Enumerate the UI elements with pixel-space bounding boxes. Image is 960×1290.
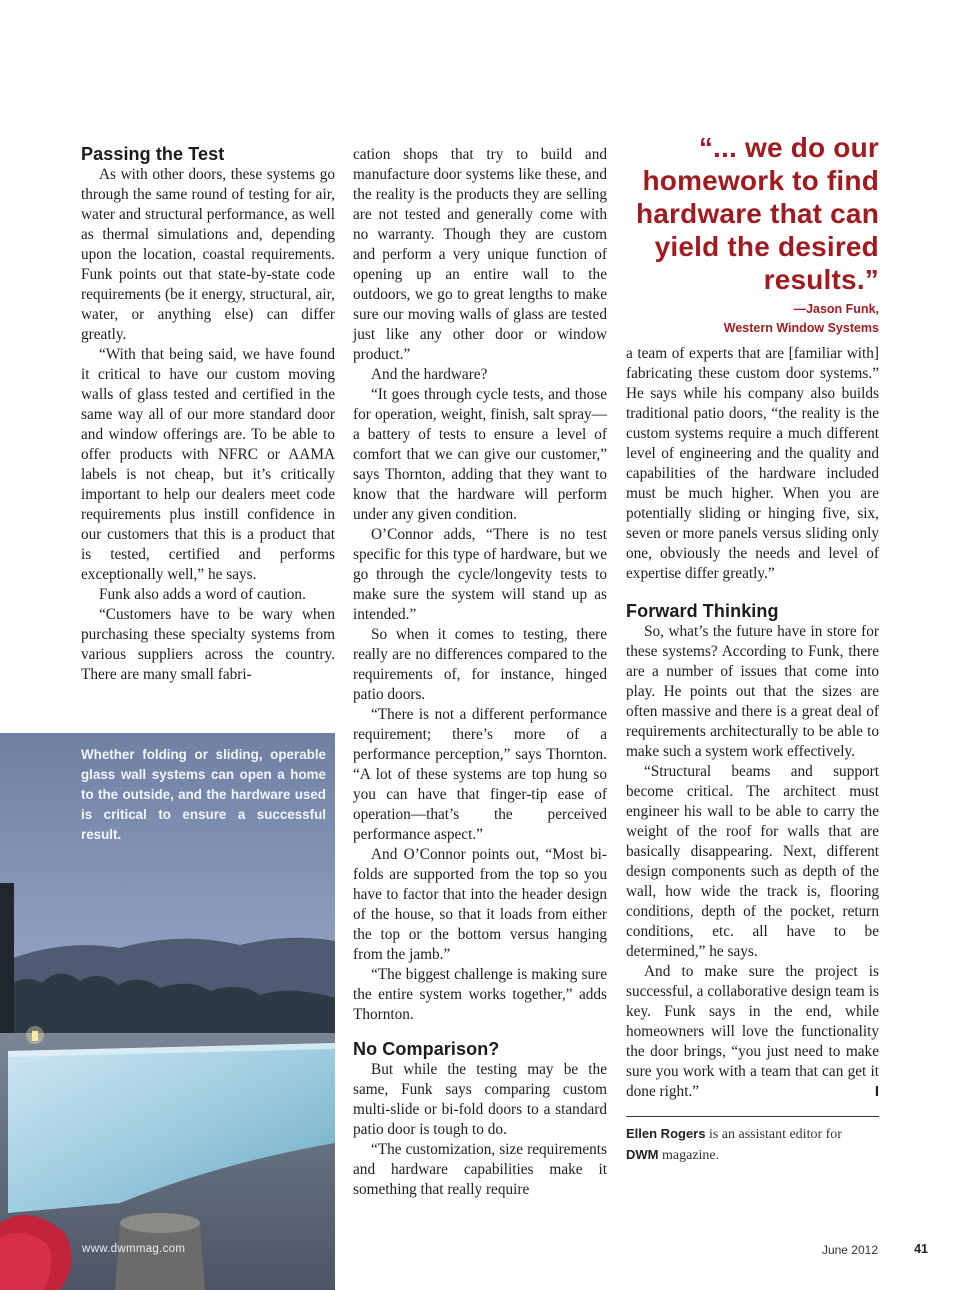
paragraph: cation shops that try to build and manufacture door systems like these, and the reality is the products they are selling are not tested and generally come with no warranty. Though they are custom and perform a very unique function of opening up an entire wall to the outdoors, we go to great lengths to make sure our moving walls of glass are tested just like any other door or window product.” [353, 146, 607, 363]
paragraph: Funk also adds a word of caution. [99, 586, 306, 603]
paragraph: And the hardware? [371, 366, 488, 383]
paragraph [626, 962, 879, 1102]
paragraph: a team of experts that are [familiar with] fabricating these custom door systems.” He says while his company also builds traditional patio doors, “the reality is the custom systems require a much different level of engineering and the quality and capabilities of the hardware included must be much higher. When you are potentially sliding or hinging five, six, seven or more panels versus sliding only one, obviously the needs and level of expertise differ greatly.” [626, 345, 879, 582]
author-name: Ellen Rogers [626, 1126, 706, 1141]
paragraph: “It goes through cycle tests, and those for operation, weight, finish, salt spray—a battery of tests to ensure a level of comfort that we can give our customer,” says Thornton, adding that they want to know that the hardware will perform under any given condition. [353, 386, 607, 523]
paragraph: So, what’s the future have in store for these systems? According to Funk, there are a number of issues that come into play. He points out that the sizes are often massive and there is a great deal of requirements architecturally to be able to make such a system work effectively. [626, 623, 879, 760]
paragraph: But while the testing may be the same, Funk says comparing custom multi-slide or bi-fold doors to a standard patio door is tough to do. [353, 1061, 607, 1138]
heading-no-comparison: No Comparison? [353, 1039, 500, 1059]
pull-quote: “... we do our homework to find hardware that can yield the desired results.” [635, 132, 879, 295]
pull-quote-attribution [626, 300, 879, 338]
article-column-2 [353, 145, 607, 1200]
footer-date: June 2012 [821, 1243, 878, 1257]
attribution-name: —Jason Funk, [793, 302, 879, 316]
paragraph: “There is not a different performance requirement; there’s more of a performance perception,” says Thornton. “A lot of these systems are top hung so you can have that finger-tip ease of operation—that’s the perceived performance aspect.” [353, 706, 607, 843]
attribution-company: Western Window Systems [723, 321, 879, 335]
paragraph: “Structural beams and support become critical. The architect must engineer his wall to be able to carry the weight of the roof for walls that are basically disappearing. Next, different design components such as depth of the wall, how wide the track is, flooring conditions, depth of the pocket, return conditions, etc. all have to be determined,” he says. [626, 763, 879, 960]
photo-caption: Whether folding or sliding, operable glass wall systems can open a home to the outside, and the hardware used is critical to ensure a successful result. [81, 747, 326, 842]
paragraph: “The customization, size requirements and hardware capabilities make it something that really require [353, 1141, 607, 1198]
bio-tail: magazine. [658, 1148, 720, 1163]
paragraph: And O’Connor points out, “Most bi-folds are supported from the top so you have to factor that into the header design of the house, so that it loads from either the top or the bottom versus hanging from the jamb.” [353, 846, 607, 963]
paragraph: “Customers have to be wary when purchasing these specialty systems from various suppliers across the country. There are many small fabri- [81, 606, 335, 683]
article-column-3 [626, 344, 879, 1166]
publication-name: DWM [626, 1147, 659, 1162]
paragraph: So when it comes to testing, there really are no differences compared to the requirements of, for instance, hinged patio doors. [353, 626, 607, 703]
author-bio [626, 1124, 879, 1166]
end-mark: I [874, 1083, 879, 1100]
final-paragraph-text: And to make sure the project is successful, a collaborative design team is key. Funk says in the end, while homeowners will love the functionality the door brings, “you just need to make sure you work with a team that can get it done right.” [626, 963, 879, 1100]
bio-divider [626, 1116, 879, 1117]
footer-url: www.dwmmag.com [82, 1243, 186, 1255]
paragraph: O’Connor adds, “There is no test specific for this type of hardware, but we go through the cycle/longevity tests to make sure the system will stand up as intended.” [353, 526, 607, 623]
page-number: 41 [914, 1242, 928, 1256]
paragraph: “The biggest challenge is making sure the entire system works together,” adds Thornton. [353, 966, 607, 1023]
heading-forward-thinking: Forward Thinking [626, 601, 779, 621]
heading-passing-the-test: Passing the Test [81, 144, 225, 164]
paragraph: “With that being said, we have found it critical to have our custom moving walls of glass tested and certified in the same way all of our more standard door and window offerings are. To be able to offer products with NFRC or AAMA labels is not cheap, but it’s critically important to help our dealers meet code requirements plus instill confidence in our customers that this is a product that is tested, certified and performs exceptionally well,” he says. [81, 346, 335, 583]
article-column-1 [81, 143, 335, 685]
bio-text: is an assistant editor for [705, 1127, 842, 1142]
paragraph: As with other doors, these systems go through the same round of testing for air, water and structural performance, as well as thermal simulations and, depending upon the location, coastal requirements. Funk points out that state-by-state code requirements (be it energy, structural, air, water, or anything else) can differ greatly. [81, 166, 335, 343]
